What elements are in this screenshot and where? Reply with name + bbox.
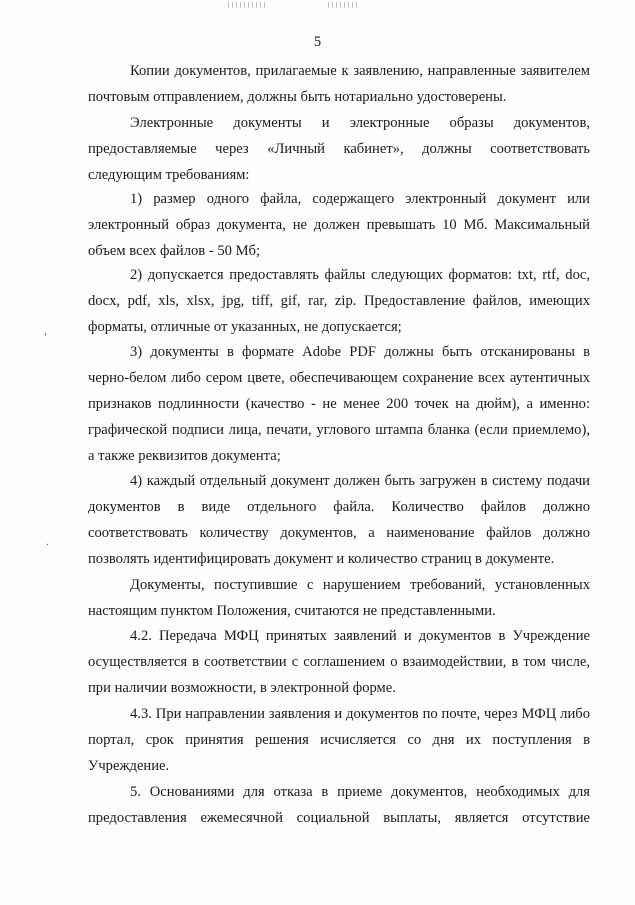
paragraph: 4.3. При направлении заявления и документов по почте, через МФЦ либо портал, срок принятия решения исчисляется со дня их поступления в Учреждение. <box>88 706 590 774</box>
paragraph: 2) допускается предоставлять файлы следующих форматов: txt, rtf, doc, docx, pdf, xls, xlsx, jpg, tiff, gif, rar, zip. Предоставление файлов, имеющих форматы, отличные от указанных, не допускается; <box>88 267 590 335</box>
paragraph: Копии документов, прилагаемые к заявлению, направленные заявителем почтовым отправлением, должны быть нотариально удостоверены. <box>88 63 590 105</box>
paragraph: 5. Основаниями для отказа в приеме документов, необходимых для предоставления ежемесячной социальной выплаты, является отсутствие <box>88 784 590 826</box>
margin-mark: ' <box>44 332 47 343</box>
paragraph: 4) каждый отдельный документ должен быть загружен в систему подачи документов в виде отдельного файла. Количество файлов должно соответствовать количеству документов, а наименование файлов должно позволять идентифицировать документ и количество страниц в документе. <box>88 473 590 567</box>
paragraph: 3) документы в формате Adobe PDF должны быть отсканированы в черно-белом либо сером цвете, обеспечивающем сохранение всех аутентичных признаков подлинности (качество - не менее 200 точек на дюйм), а именно: графической подписи лица, печати, углового штампа бланка (если приемлемо), а также реквизитов документа; <box>88 344 590 464</box>
paragraph: Электронные документы и электронные образы документов, предоставляемые через «Личный кабинет», должны соответствовать следующим требованиям: <box>88 115 590 183</box>
paragraph: 1) размер одного файла, содержащего электронный документ или электронный образ документа, не должен превышать 10 Мб. Максимальный объем всех файлов - 50 Мб; <box>88 191 590 259</box>
paragraph: Документы, поступившие с нарушением требований, установленных настоящим пунктом Положения, считаются не представленными. <box>88 577 590 619</box>
scan-artifact <box>228 2 268 8</box>
margin-mark: · <box>46 540 50 551</box>
scan-artifact <box>328 2 358 8</box>
page-number: 5 <box>313 34 322 50</box>
paragraph: 4.2. Передача МФЦ принятых заявлений и документов в Учреждение осуществляется в соответствии с соглашением о взаимодействии, в том числе, при наличии возможности, в электронной форме. <box>88 628 590 696</box>
